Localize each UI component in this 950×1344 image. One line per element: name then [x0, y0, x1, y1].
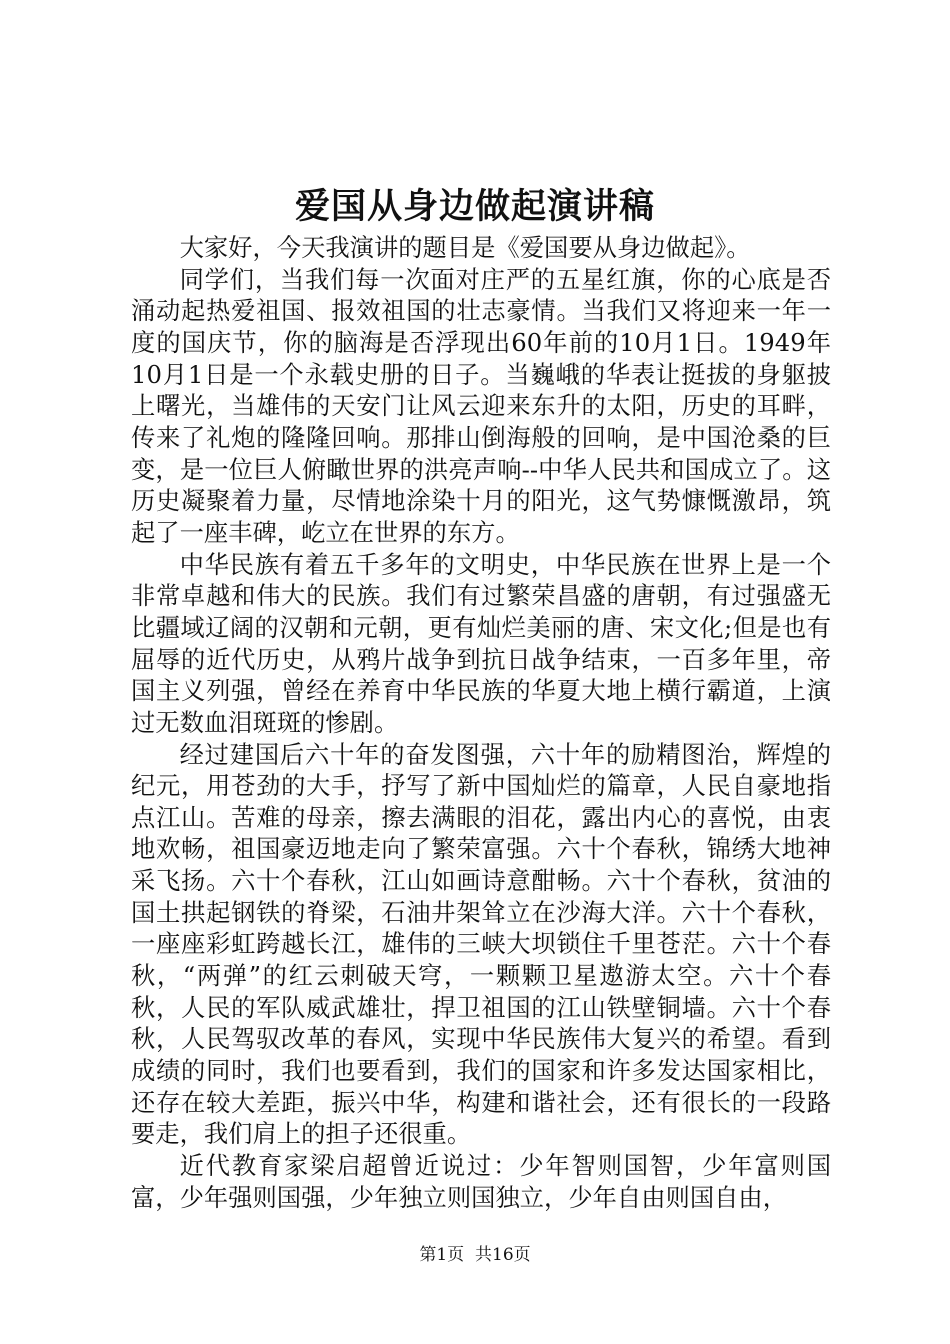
paragraph: 近代教育家梁启超曾近说过：少年智则国智，少年富则国富，少年强则国强，少年独立则国独立，少年自由则国自由，	[131, 1151, 831, 1212]
paragraph: 大家好，今天我演讲的题目是《爱国要从身边做起》。	[179, 233, 751, 262]
document-title: 爱国从身边做起演讲稿	[294, 186, 655, 227]
page-footer	[0, 1244, 950, 1266]
page-total: 共16页	[475, 1245, 531, 1265]
paragraph: 经过建国后六十年的奋发图强，六十年的励精图治，辉煌的纪元，用苍劲的大手，抒写了新中国灿烂的篇章，人民自豪地指点江山。苦难的母亲，擦去满眼的泪花，露出内心的喜悦，由衷地欢畅，祖国豪迈地走向了繁荣富强。六十个春秋，锦绣大地神采飞扬。六十个春秋，江山如画诗意酣畅。六十个春秋，贫油的国土拱起钢铁的脊梁，石油井架耸立在沙海大洋。六十个春秋，一座座彩虹跨越长江，雄伟的三峡大坝锁住千里苍茫。六十个春秋，“两弹”的红云刺破天穹，一颗颗卫星遨游太空。六十个春秋，人民的军队威武雄壮，捍卫祖国的江山铁壁铜墙。六十个春秋，人民驾驭改革的春风，实现中华民族伟大复兴的希望。看到成绩的同时，我们也要看到，我们的国家和许多发达国家相比，还存在较大差距，振兴中华，构建和谐社会，还有很长的一段路要走，我们肩上的担子还很重。	[131, 739, 831, 1149]
paragraph: 同学们，当我们每一次面对庄严的五星红旗，你的心底是否涌动起热爱祖国、报效祖国的壮志豪情。当我们又将迎来一年一度的国庆节，你的脑海是否浮现出60年前的10月1日。1949年10月1日是一个永载史册的日子。当巍峨的华表让挺拔的身躯披上曙光，当雄伟的天安门让风云迎来东升的太阳，历史的耳畔，传来了礼炮的隆隆回响。那排山倒海般的回响，是中国沧桑的巨变，是一位巨人俯瞰世界的洪亮声响--中华人民共和国成立了。这历史凝聚着力量，尽情地涂染十月的阳光，这气势慷慨激昂，筑起了一座丰碑，屹立在世界的东方。	[131, 264, 831, 547]
document-body	[131, 232, 831, 1213]
paragraph: 中华民族有着五千多年的文明史，中华民族在世界上是一个非常卓越和伟大的民族。我们有过繁荣昌盛的唐朝，有过强盛无比疆域辽阔的汉朝和元朝，更有灿烂美丽的唐、宋文化;但是也有屈辱的近代历史，从鸦片战争到抗日战争结束，一百多年里，帝国主义列强，曾经在养育中华民族的华夏大地上横行霸道，上演过无数血泪斑斑的惨剧。	[131, 549, 831, 737]
page-number: 第1页	[419, 1245, 465, 1265]
